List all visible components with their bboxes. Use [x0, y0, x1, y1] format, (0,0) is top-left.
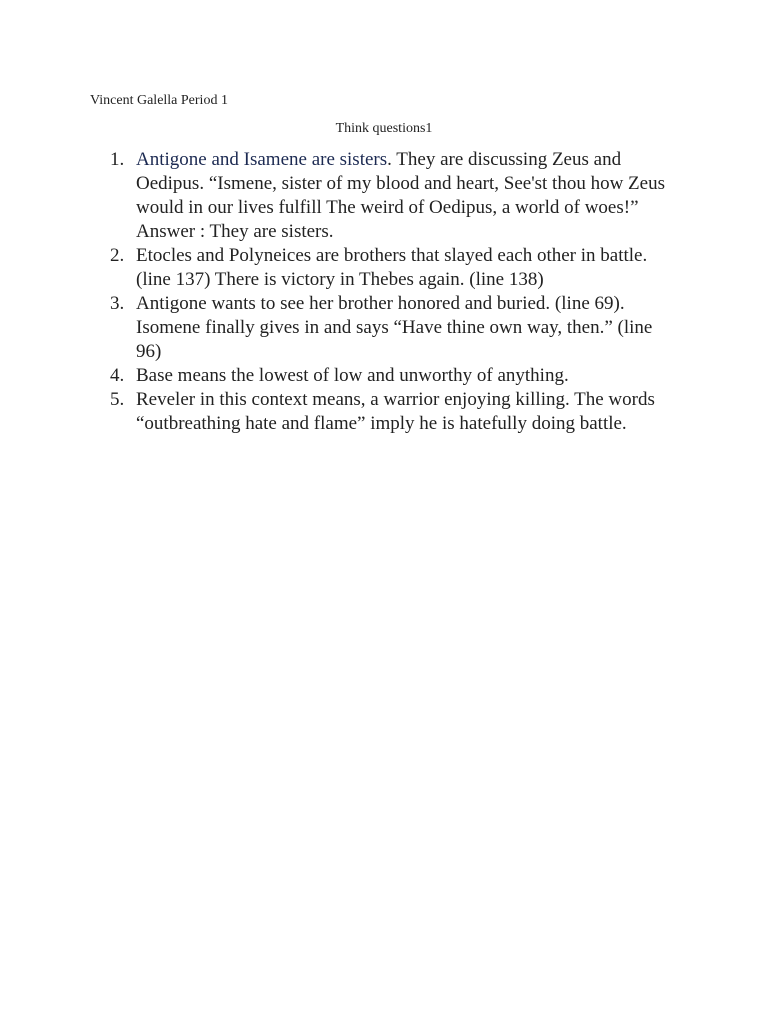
- item-text: Base means the lowest of low and unworthy of anything.: [136, 365, 569, 386]
- item-number: 5.: [110, 389, 125, 410]
- answer-item-3: [90, 292, 670, 364]
- item-number: 4.: [110, 365, 125, 386]
- student-header: Vincent Galella Period 1: [90, 93, 228, 108]
- answer-item-4: [90, 364, 670, 388]
- answer-list: [90, 148, 670, 436]
- item-number: 2.: [110, 245, 125, 266]
- answer-item-5: [90, 388, 670, 436]
- item-text: Etocles and Polyneices are brothers that slayed each other in battle. (line 137) There is victory in Thebes again. (line 138): [136, 245, 648, 290]
- item-text: Reveler in this context means, a warrior enjoying killing. The words “outbreathing hate and flame” imply he is hatefully doing battle.: [136, 389, 655, 434]
- answer-item-2: [90, 244, 670, 292]
- highlighted-text: Antigone and Isamene are sisters: [136, 149, 388, 170]
- item-number: 1.: [110, 149, 125, 170]
- document-title: Think questions1: [335, 121, 433, 136]
- item-number: 3.: [110, 293, 125, 314]
- item-text: . They are discussing Zeus and Oedipus. “Ismene, sister of my blood and heart, See'st thou how Zeus would in our lives fulfill The weird of Oedipus, a world of woes!” Answer : They are sisters.: [136, 149, 665, 242]
- answer-item-1: [90, 148, 670, 244]
- item-text: Antigone wants to see her brother honored and buried. (line 69). Isomene finally gives in and says “Have thine own way, then.” (line 96): [136, 293, 653, 362]
